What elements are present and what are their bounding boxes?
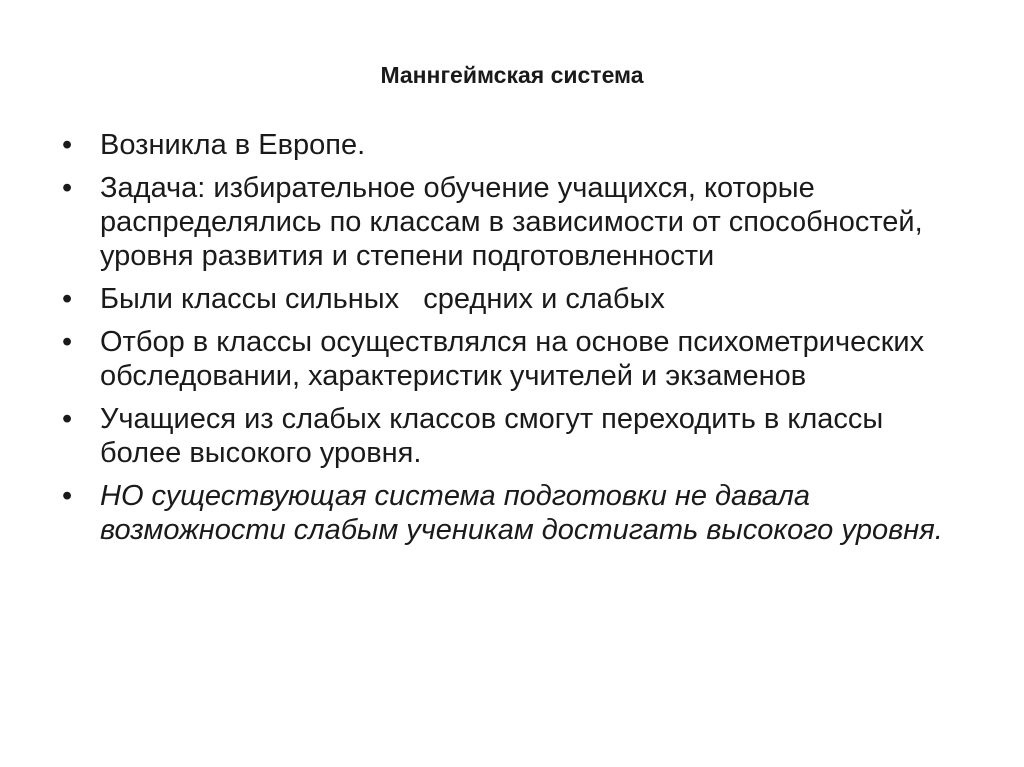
bullet-dot-icon: •: [62, 283, 73, 315]
bullet-item: [62, 402, 962, 470]
bullet-list: [62, 128, 962, 556]
bullet-item: [62, 171, 962, 273]
bullet-item: [62, 282, 962, 316]
bullet-dot-icon: •: [62, 172, 73, 204]
bullet-item-emphasis: [62, 479, 962, 547]
bullet-item: [62, 325, 962, 393]
bullet-text: Возникла в Европе.: [100, 129, 366, 161]
bullet-dot-icon: •: [62, 326, 73, 358]
bullet-text: Задача: избирательное обучение учащихся, которые распределялись по классам в зависимости от способностей, уровня развития и степени подготовленности: [100, 172, 923, 272]
bullet-text: НО существующая система подготовки не давала возможности слабым ученикам достигать высокого уровня.: [100, 480, 943, 546]
bullet-dot-icon: •: [62, 403, 73, 435]
bullet-item: [62, 128, 962, 162]
bullet-text: Были классы сильных средних и слабых: [100, 283, 665, 315]
bullet-dot-icon: •: [62, 129, 73, 161]
slide-title: Маннгеймская система: [380, 62, 644, 88]
bullet-text: Учащиеся из слабых классов смогут переходить в классы более высокого уровня.: [100, 403, 884, 469]
bullet-text: Отбор в классы осуществлялся на основе психометрических обследовании, характеристик учителей и экзаменов: [100, 326, 925, 392]
bullet-dot-icon: •: [62, 480, 73, 512]
